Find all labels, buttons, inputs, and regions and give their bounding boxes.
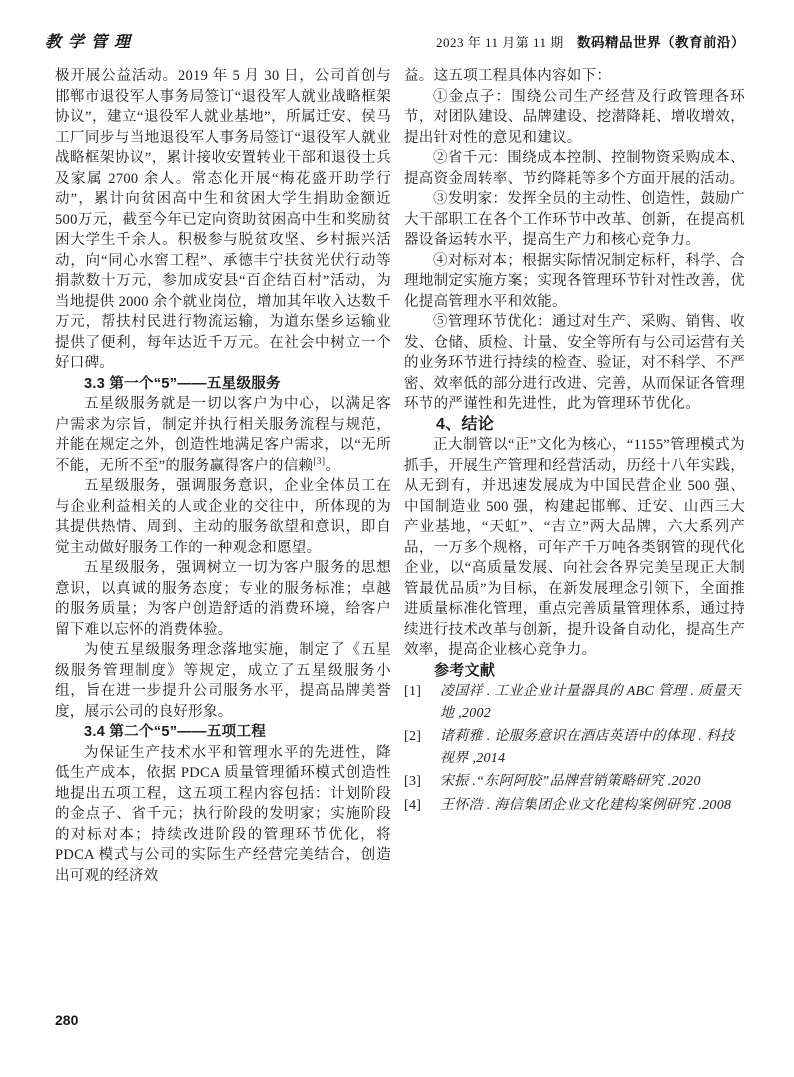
- paragraph-public-welfare: 极开展公益活动。2019 年 5 月 30 日，公司首创与邯郸市退役军人事务局签订“退役军人就业战略框架协议”，建立“退役军人就业基地”，所属迁安、侯马工厂同步与当地退役军人事务局签订“退役军人就业战略框架协议”，累计接收安置转业干部和退役士兵及家属 2700 余人。常态化开展“梅花盛开助学行动”，累计向贫困高中生和贫困大学生捐助金额近500万元，截至今年已定向资助贫困高中生和奖励贫困大学生千余人。积极参与脱贫攻坚、乡村振兴活动，向“同心水窖工程”、承德丰宁扶贫光伏行动等捐款数十万元，参加成安县“百企结百村”活动，为当地提供 2000 余个就业岗位，增加其年收入达数千万元，帮扶村民进行物流运输，为道东堡乡运输业提供了便利，每年达近千万元。在社会中树立一个好口碑。: [55, 68, 391, 371]
- issue-info: 2023 年 11 月第 11 期: [435, 35, 564, 50]
- reference-label: [2]: [404, 729, 422, 744]
- reference-label: [4]: [404, 797, 422, 813]
- reference-label: [1]: [404, 684, 422, 699]
- header-issue-line: [436, 31, 745, 51]
- section-heading-3-4: 3.4 第二个“5”——五项工程: [84, 724, 267, 740]
- paragraph-continuation: 益。这五项工程具体内容如下：: [404, 68, 612, 84]
- work-item-management-optimization: ⑤管理环节优化：通过对生产、采购、销售、收发、仓储、质检、计量、安全等所有与公司运营有关的业务环节进行持续的检查、验证，对不科学、不严密、效率低的部分进行改进、完善，从而保证各管理环节的严谨性和先进性，此为管理环节优化。: [404, 314, 745, 412]
- work-item-golden-idea: ①金点子：围绕公司生产经营及行政管理各环节，对团队建设、品牌建设、挖潜降耗、增收增效，提出针对性的意见和建议。: [404, 88, 745, 146]
- journal-section-name: 教学管理: [45, 34, 138, 51]
- paragraph-service-mindset: 五星级服务，强调树立一切为客户服务的思想意识，以真诚的服务态度；专业的服务标准；卓越的服务质量；为客户创造舒适的消费环境，给客户留下难以忘怀的消费体验。: [55, 560, 391, 638]
- page-number: 280: [55, 1012, 79, 1028]
- left-column: [55, 66, 391, 886]
- paragraph-text-end: 。: [325, 457, 341, 474]
- reference-text: 诸莉雅 . 论服务意识在酒店英语中的体现 . 科技视界 ,2014: [440, 729, 735, 766]
- reference-entry: [404, 771, 745, 793]
- work-item-inventor: ③发明家：发挥全员的主动性、创造性，鼓励广大干部职工在各个工作环节中改革、创新，在提高机器设备运转水平，提高生产力和核心竞争力。: [404, 191, 745, 248]
- paragraph-conclusion: 正大制管以“正”文化为核心，“1155”管理模式为抓手，开展生产管理和经营活动，历经十八年实践，从无到有，并迅速发展成为中国民营企业 500 强、中国制造业 500 强，构建起邯郸、迁安、山西三大产业基地，“天虹”、“吉立”两大品牌，六大系列产品，一万多个规格，可年产千万吨各类钢管的现代化企业，以“高质量发展、向社会各界完美呈现正大制管最优品质”为目标，在新发展理念引领下，全面推进质量标准化管理，重点完善质量管理体系，通过持续进行技术改革与创新，提升设备自动化，提高生产效率，提高企业核心竞争力。: [404, 437, 745, 658]
- section-heading-3-3: 3.3 第一个“5”——五星级服务: [84, 375, 281, 392]
- reference-text: 凌国祥 . 工业企业计量器具的 ABC 管理 . 质量天地 ,2002: [440, 684, 741, 721]
- journal-title: 数码精品世界（教育前沿）: [577, 35, 745, 50]
- reference-text: 王怀浩 . 海信集团企业文化建构案例研究 .2008: [440, 797, 732, 813]
- citation-superscript: [3]: [313, 456, 326, 467]
- references-heading: 参考文献: [434, 661, 496, 679]
- paragraph-text: 五星级服务就是一切以客户为中心，以满足客户需求为宗旨，制定并执行相关服务流程与规范，并能在规定之外，创造性地满足客户需求，以“无所不能，无所不至”的服务赢得客户的信赖: [55, 396, 391, 474]
- reference-entry: [404, 795, 745, 817]
- paragraph-five-projects-intro: 为保证生产技术水平和管理水平的先进性，降低生产成本，依据 PDCA 质量管理循环模式创造性地提出五项工程，这五项工程内容包括：计划阶段的金点子、省千元；执行阶段的发明家；实施阶段的对标对本；持续改进阶段的管理环节优化，将 PDCA 模式与公司的实际生产经营完美结合，创造出可观的经济效: [55, 744, 391, 884]
- paragraph-service-system: 为使五星级服务理念落地实施，制定了《五星级服务管理制度》等规定，成立了五星级服务小组，旨在进一步提升公司服务水平，提高品牌美誉度，展示公司的良好形象。: [55, 642, 391, 720]
- work-item-benchmarking: ④对标对本；根据实际情况制定标杆，科学、合理地制定实施方案；实现各管理环节针对性改善，优化提高管理水平和效能。: [404, 252, 745, 310]
- paragraph-five-star-definition: [55, 394, 391, 476]
- work-item-save-thousand: ②省千元：围绕成本控制、控制物资采购成本、提高资金周转率、节约降耗等多个方面开展的活动。: [404, 150, 745, 187]
- reference-text: 宋振 .“东阿阿胶”品牌营销策略研究 .2020: [440, 774, 701, 789]
- section-heading-conclusion: 4、结论: [436, 415, 495, 433]
- reference-entry: [404, 726, 745, 769]
- reference-label: [3]: [404, 774, 422, 789]
- paragraph-service-awareness: 五星级服务，强调服务意识，企业全体员工在与企业利益相关的人或企业的交往中，所体现的为其提供热情、周到、主动的服务欲望和意识，即自觉主动做好服务工作的一种观念和愿望。: [55, 478, 391, 556]
- reference-entry: [404, 681, 745, 724]
- right-column: [404, 66, 745, 818]
